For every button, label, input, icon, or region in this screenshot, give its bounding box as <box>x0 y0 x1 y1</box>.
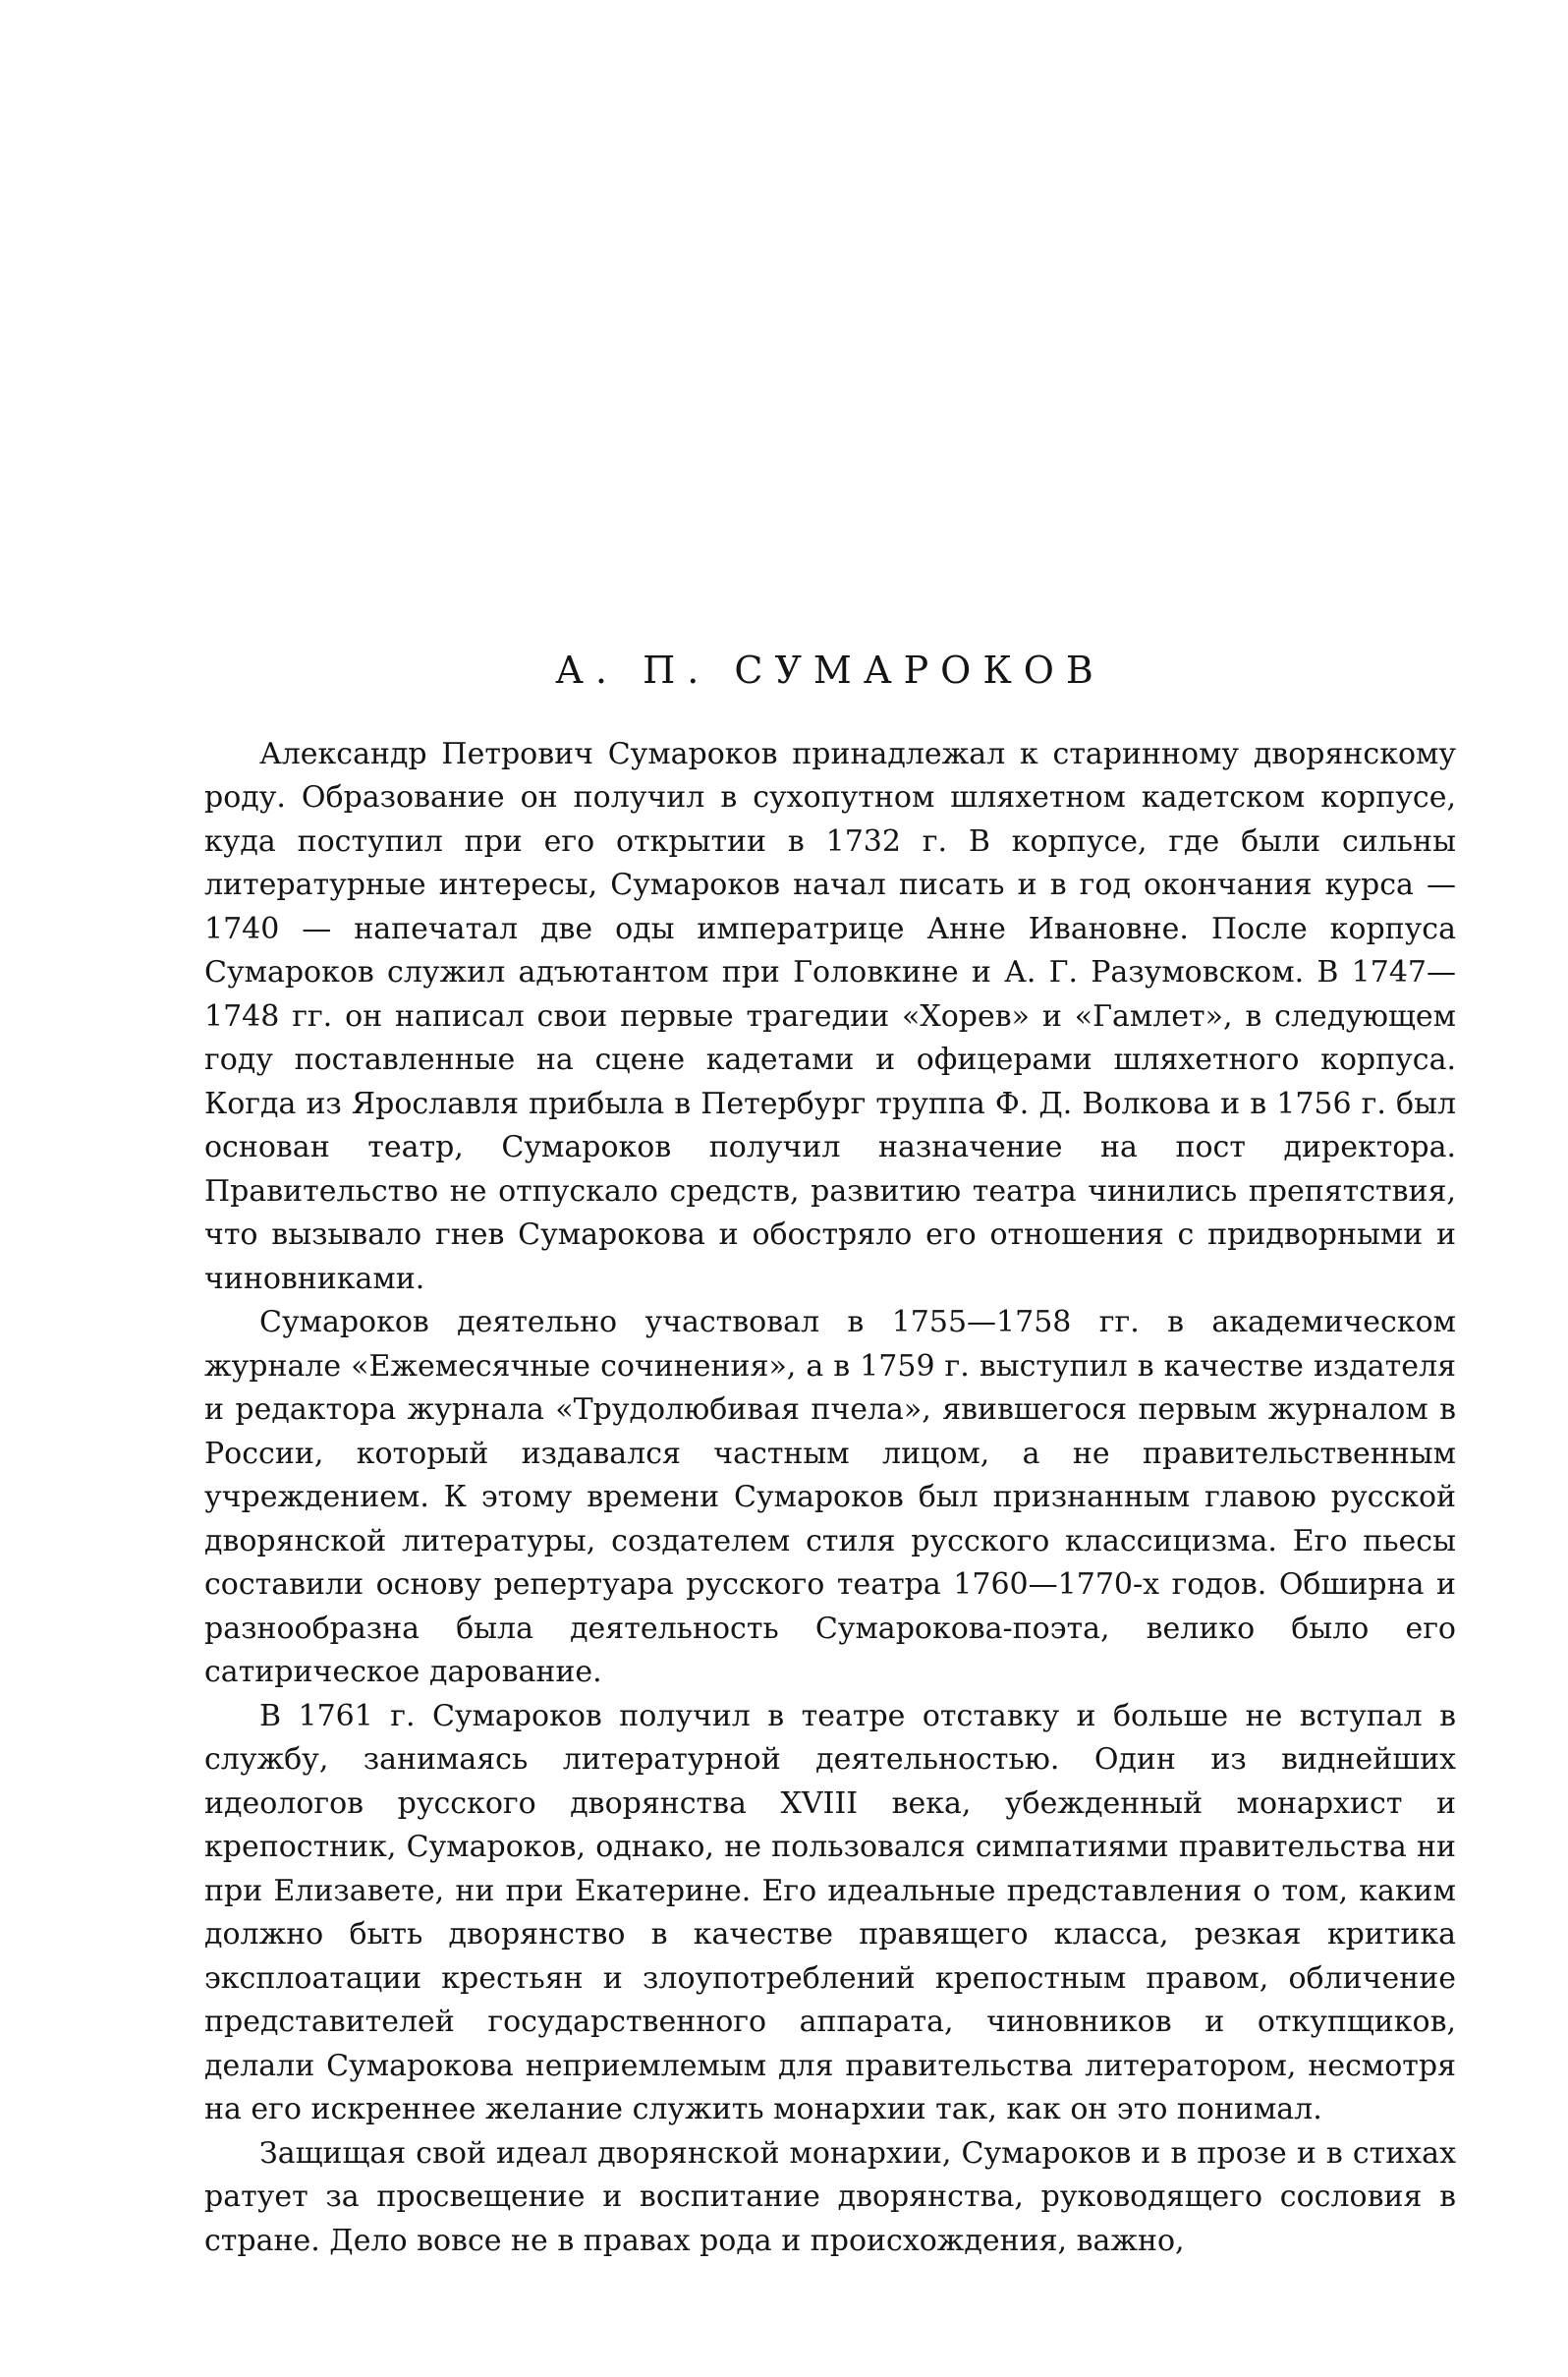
paragraph-3: В 1761 г. Сумароков получил в театре отставку и больше не вступал в службу, занимаясь литературной деятельностью. Один из виднейших идеологов русского дворянства XVIII века, убежденный монархист и крепостник, Сумароков, однако, не пользовался симпатиями правительства ни при Елизавете, ни при Екатерине. Его идеальные представления о том, каким должно быть дворянство в качестве правящего класса, резкая критика эксплоатации крестьян и злоупотреблений крепостным правом, обличение представителей государственного аппарата, чиновников и откупщиков, делали Сумарокова неприемлемым для правительства литератором, несмотря на его искреннее желание служить монархии так, как он это понимал. <box>204 1698 1456 2127</box>
paragraph-1: Александр Петрович Сумароков принадлежал к старинному дворянскому роду. Образование он получил в сухопутном шляхетном кадетском корпусе, куда поступил при его открытии в 1732 г. В корпусе, где были сильны литературные интересы, Сумароков начал писать и в год окончания курса — 1740 — напечатал две оды императрице Анне Ивановне. После корпуса Сумароков служил адъютантом при Головкине и А. Г. Разумовском. В 1747—1748 гг. он написал свои первые трагедии «Хорев» и «Гамлет», в следующем году поставленные на сцене кадетами и офицерами шляхетного корпуса. Когда из Ярославля прибыла в Петербург труппа Ф. Д. Волкова и в 1756 г. был основан театр, Сумароков получил назначение на пост директора. Правительство не отпускало средств, развитию театра чинились препятствия, что вызывало гнев Сумарокова и обостряло его отношения с придворными и чиновниками. <box>204 736 1456 1296</box>
page-content <box>204 649 1456 2263</box>
paragraph-4: Защищая свой идеал дворянской монархии, Сумароков и в прозе и в стихах ратует за просвещение и воспитание дворянства, руководящего сословия в стране. Дело вовсе не в правах рода и происхождения, важно, <box>204 2135 1456 2258</box>
page-title: А. П. СУМАРОКОВ <box>555 649 1105 692</box>
paragraph-2: Сумароков деятельно участвовал в 1755—1758 гг. в академическом журнале «Ежемесячные сочинения», а в 1759 г. выступил в качестве издателя и редактора журнала «Трудолюбивая пчела», явившегося первым журналом в России, который издавался частным лицом, а не правительственным учреждением. К этому времени Сумароков был признанным главою русской дворянской литературы, создателем стиля русского классицизма. Его пьесы составили основу репертуара русского театра 1760—1770-х годов. Обширна и разнообразна была деятельность Сумарокова-поэта, велико было его сатирическое дарование. <box>204 1305 1456 1690</box>
